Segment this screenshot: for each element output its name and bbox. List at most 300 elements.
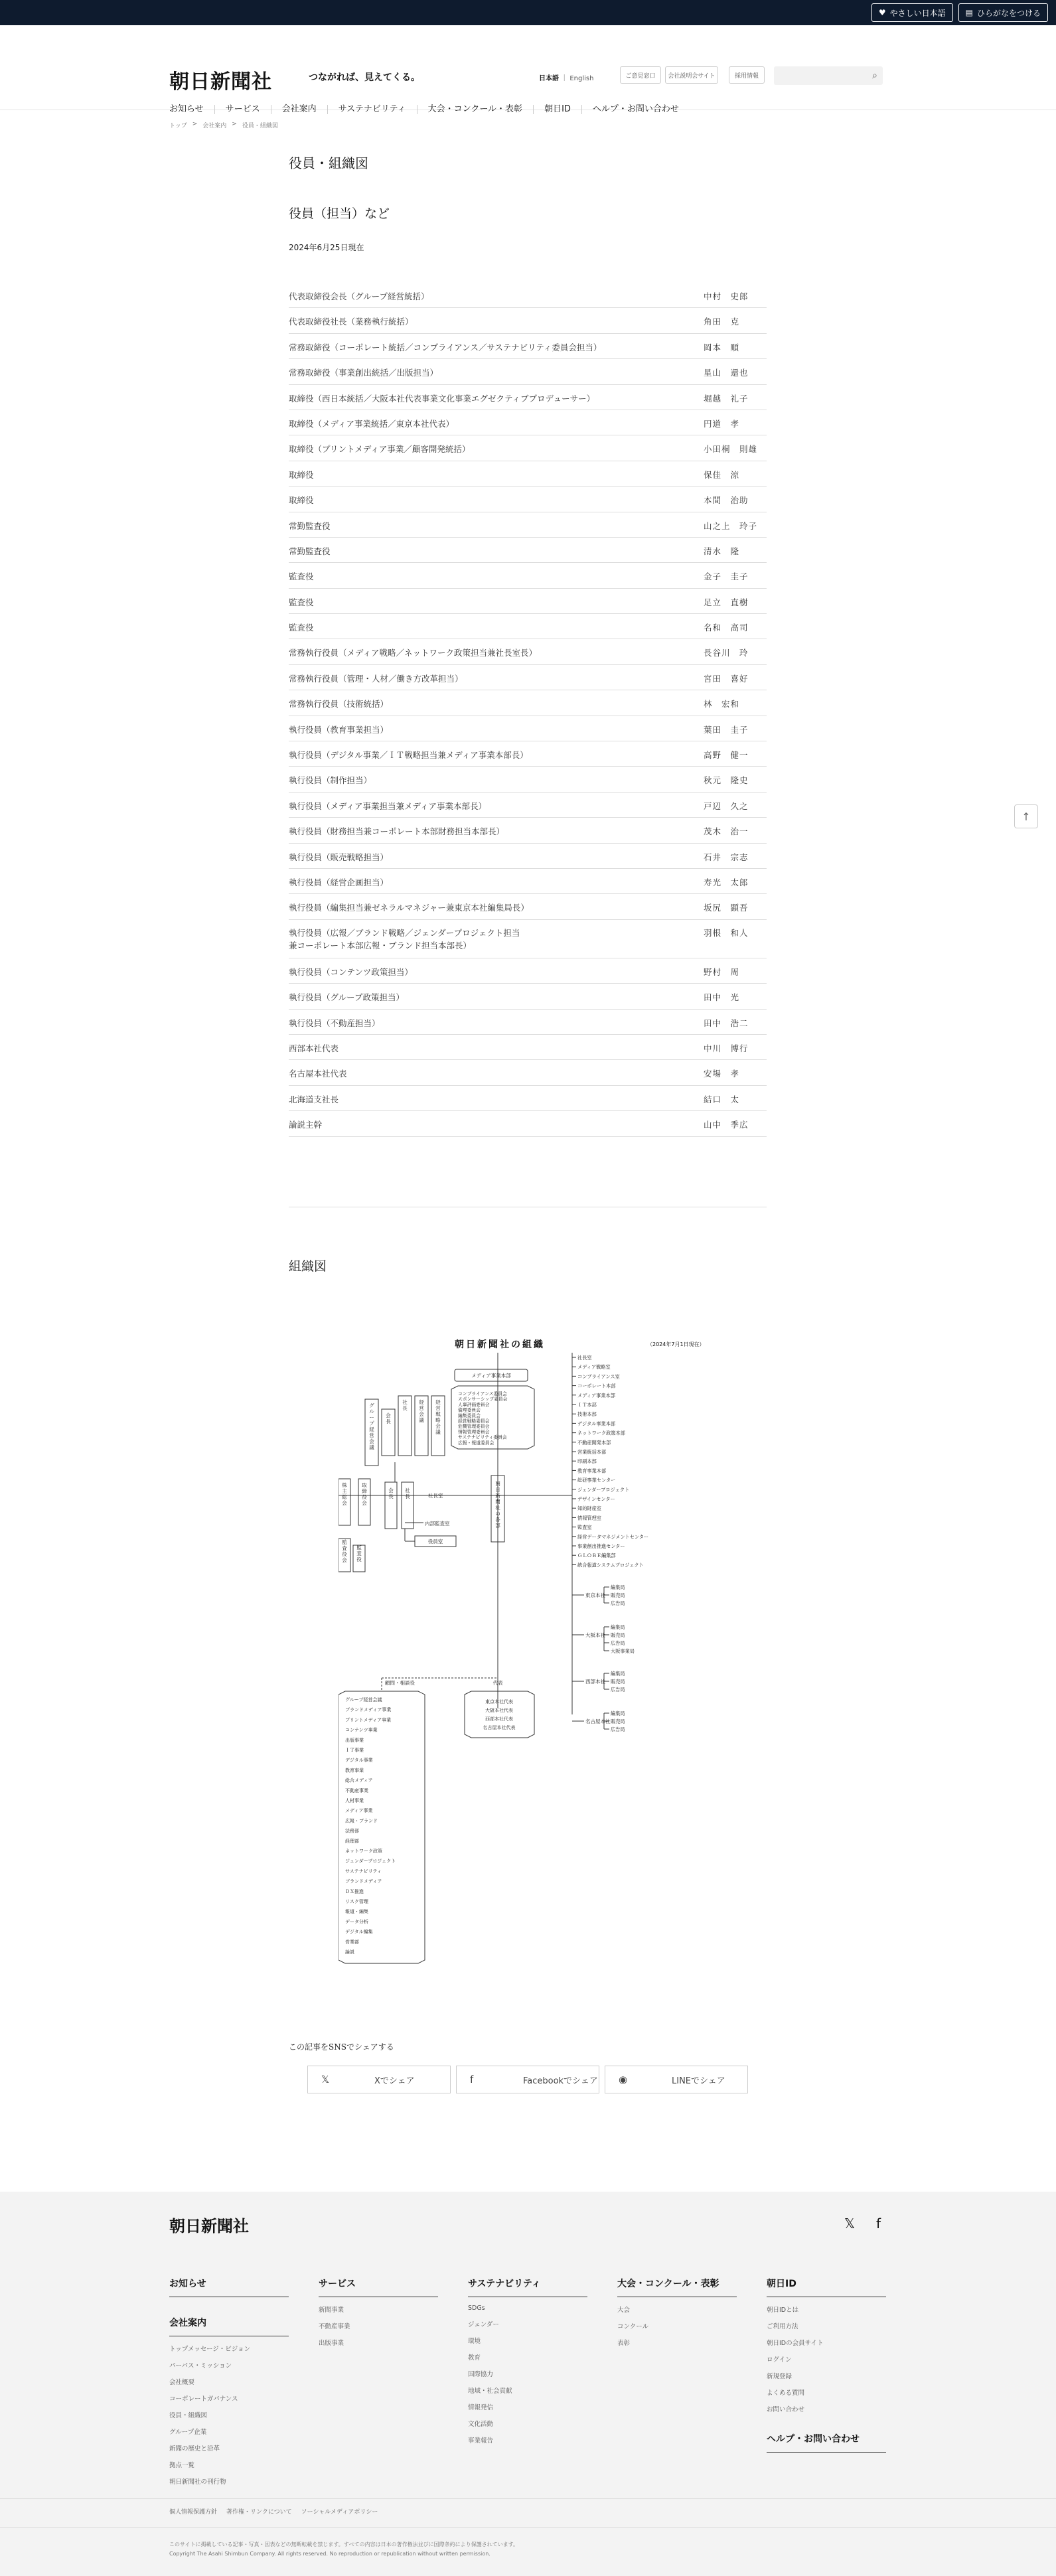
- officer-name: 足立 直樹: [704, 597, 749, 607]
- org-box-label: 会: [342, 1557, 347, 1563]
- org-box-label: 取: [362, 1482, 367, 1488]
- officer-title: 常務取締役（事業創出統括／出版担当）: [289, 368, 439, 378]
- org-box-label: 長: [386, 1418, 391, 1424]
- footer-link[interactable]: 国際協力: [468, 2371, 494, 2378]
- org-committee-label: 人事評価委員会: [458, 1402, 490, 1408]
- officer-title: 取締役: [289, 469, 314, 480]
- search-box: [774, 66, 883, 85]
- org-group-label: 人材事業: [345, 1798, 364, 1803]
- officer-title: 執行役員（デジタル事業／ＩＴ戦略担当兼メディア事業本部長）: [289, 750, 528, 761]
- officer-name: 宮田 喜好: [704, 673, 749, 684]
- footer-heading-company[interactable]: 会社案内: [169, 2316, 289, 2336]
- footer-link[interactable]: 地域・社会貢献: [468, 2387, 512, 2395]
- footer-link[interactable]: 環境: [468, 2338, 481, 2345]
- footer-link[interactable]: 役員・組織図: [169, 2412, 208, 2419]
- officer-name: 山之上 玲子: [704, 520, 758, 531]
- org-box-label: 日: [495, 1487, 500, 1493]
- lang-en-link[interactable]: English: [569, 75, 594, 82]
- officer-row: [289, 767, 767, 792]
- org-committee-label: 経営戦略委員会: [458, 1418, 490, 1424]
- org-office-label: 内部監査室: [425, 1521, 450, 1527]
- org-rep-item: 名古屋本社代表: [483, 1725, 516, 1730]
- org-box-label: 会: [369, 1438, 374, 1444]
- officer-name: 円道 孝: [704, 418, 740, 429]
- footer-link[interactable]: 会社概要: [169, 2379, 195, 2386]
- officer-name: 中村 史郎: [704, 291, 749, 301]
- officer-name: 葉田 圭子: [704, 724, 749, 735]
- search-input[interactable]: [779, 69, 859, 82]
- officer-row: [289, 308, 767, 333]
- officer-name: 堀越 礼子: [704, 393, 749, 404]
- org-box-label: 会: [435, 1423, 441, 1429]
- footer-heading-news[interactable]: お知らせ: [169, 2277, 289, 2297]
- officer-row: [289, 920, 767, 958]
- officer-row: [289, 1060, 767, 1085]
- org-committee-label: コンプライアンス委員会: [458, 1391, 507, 1397]
- org-box-label: 経: [419, 1399, 424, 1405]
- officer-title: 常務執行役員（技術統括）: [289, 699, 389, 710]
- officer-title: 論説主幹: [289, 1120, 323, 1130]
- officers-heading: 役員（担当）など: [289, 206, 390, 221]
- org-box-label: 役: [362, 1494, 367, 1500]
- org-box-label: 役: [356, 1556, 362, 1562]
- org-branch-dept: 販売局: [611, 1592, 625, 1598]
- global-nav: [169, 105, 690, 114]
- org-box-label: 戦: [435, 1411, 441, 1417]
- breadcrumb-sep: >: [232, 121, 237, 127]
- org-dept-label: 営業統括本部: [577, 1449, 607, 1455]
- org-box-label: 議: [435, 1429, 441, 1435]
- org-group-label: デジタル事業: [345, 1758, 373, 1764]
- officer-name: 田中 光: [704, 992, 740, 1003]
- org-branch-dept: 広告局: [611, 1687, 625, 1693]
- org-advisor-label: 顧問・相談役: [385, 1680, 415, 1686]
- footer-logo[interactable]: 朝日新聞社: [169, 2216, 249, 2235]
- org-box-label: 役員室: [427, 1539, 443, 1545]
- org-group-label: 不動産事業: [345, 1787, 368, 1793]
- org-branch-dept: 販売局: [611, 1632, 625, 1638]
- org-dept-label: 情報管理室: [577, 1515, 601, 1521]
- footer-heading-asahi-id[interactable]: 朝日ID: [767, 2277, 886, 2297]
- org-dept-label: 印刷本部: [577, 1458, 597, 1465]
- officer-name: 小田桐 則雄: [704, 444, 758, 455]
- officer-row: [289, 639, 767, 664]
- org-rep-label: 代表: [492, 1680, 503, 1686]
- org-box-label: 査: [342, 1545, 347, 1551]
- top-utility-bar: [0, 0, 1056, 25]
- org-group-label: グループ経営会議: [345, 1697, 382, 1703]
- officer-name: 秋元 隆史: [704, 775, 749, 786]
- officer-row: [289, 793, 767, 818]
- org-group-label: ブランドメディア: [345, 1878, 382, 1884]
- nav-sustainability[interactable]: サステナビリティ: [327, 105, 417, 114]
- org-committee-label: 情報管理委員会: [458, 1429, 490, 1435]
- org-dept-label: デザインセンター: [577, 1496, 615, 1502]
- officer-name: 中川 博行: [704, 1043, 749, 1053]
- officer-table: [289, 283, 767, 1137]
- officer-row: [289, 1010, 767, 1035]
- org-dept-label: 不動産開発本部: [577, 1439, 611, 1446]
- org-box-label: 営: [419, 1405, 424, 1411]
- recruit-button[interactable]: 採用情報: [729, 66, 765, 84]
- footer-link[interactable]: 出版事業: [319, 2340, 344, 2347]
- org-chart: [339, 1333, 710, 1983]
- officer-row: [289, 435, 767, 461]
- org-box-label: プ: [369, 1420, 374, 1426]
- org-committee-label: スポンサーシップ委員会: [458, 1397, 508, 1402]
- org-dept-label: 教育事業本部: [577, 1468, 607, 1474]
- share-line-button[interactable]: ◉ LINEでシェア: [605, 2066, 748, 2093]
- officer-name: 寿光 太郎: [704, 877, 749, 887]
- footer-link[interactable]: SDGs: [468, 2305, 485, 2312]
- footer-link[interactable]: お問い合わせ: [767, 2406, 805, 2413]
- footer-link[interactable]: 朝日新聞社の刊行物: [169, 2478, 226, 2486]
- org-group-label: 営業部: [345, 1939, 359, 1945]
- breadcrumb-company[interactable]: 会社案内: [202, 123, 227, 129]
- footer-link[interactable]: 新聞事業: [319, 2307, 344, 2314]
- footer-heading-services[interactable]: サービス: [319, 2277, 438, 2297]
- main-content: [289, 153, 767, 1137]
- officer-title: 執行役員（グループ政策担当）: [289, 992, 405, 1003]
- org-dept-label: コンプライアンス室: [577, 1373, 620, 1380]
- officer-row: [289, 716, 767, 741]
- org-branch-dept: 広告局: [611, 1640, 625, 1646]
- org-office-label: 社長室: [428, 1493, 443, 1499]
- org-dept-label: ＧＬＯＢＥ編集部: [577, 1553, 616, 1559]
- nav-news[interactable]: お知らせ: [169, 104, 204, 114]
- org-box-label: 会: [342, 1500, 347, 1506]
- officer-name: 林 宏和: [704, 699, 740, 710]
- org-box-label: 営: [369, 1432, 374, 1438]
- officer-row: [289, 1111, 767, 1136]
- nav-events[interactable]: 大会・コンクール・表彰: [417, 105, 533, 114]
- officer-title: 執行役員（コンテンツ政策担当）: [289, 966, 413, 977]
- footer-heading-help[interactable]: ヘルプ・お問い合わせ: [767, 2432, 886, 2453]
- officer-title: 代表取締役会長（グループ経営統括）: [289, 291, 429, 301]
- officer-title: 執行役員（メディア事業担当兼メディア事業本部長）: [289, 800, 487, 811]
- org-box-label: の: [495, 1511, 500, 1517]
- breadcrumb-top[interactable]: トップ: [169, 123, 187, 129]
- footer-divider: [0, 2498, 1056, 2499]
- officer-name: 角田 克: [704, 317, 740, 327]
- org-branch-label: 西部本社: [585, 1679, 605, 1685]
- org-dept-label: ＩＴ本部: [577, 1402, 597, 1408]
- company-briefing-button[interactable]: 会社説明会サイト: [665, 66, 718, 84]
- org-box-label: 総: [342, 1494, 347, 1500]
- site-header: [0, 25, 1056, 114]
- social-policy-link[interactable]: ソーシャルメディアポリシー: [301, 2509, 378, 2516]
- org-box-label: 長: [405, 1493, 410, 1499]
- footer-link[interactable]: 朝日IDの会員サイト: [767, 2340, 824, 2347]
- officer-row: [289, 818, 767, 843]
- org-group-label: プリントメディア事業: [345, 1717, 392, 1723]
- share-x-button[interactable]: 𝕏 Xでシェア: [307, 2066, 451, 2093]
- footer-link[interactable]: ご利用方法: [767, 2323, 798, 2330]
- org-box: [465, 1691, 534, 1738]
- line-icon: ◉: [619, 2074, 628, 2085]
- footer-link[interactable]: パーパス・ミッション: [169, 2362, 232, 2370]
- officer-name: 安場 孝: [704, 1069, 740, 1079]
- footer-link[interactable]: 大会: [617, 2307, 631, 2314]
- footer-services-links: [319, 2305, 438, 2347]
- officer-row: [289, 538, 767, 563]
- org-dept-label: 事業創出推進センター: [577, 1543, 625, 1549]
- footer-link[interactable]: コンクール: [617, 2323, 649, 2330]
- org-dept-label: 統合報道システムプロジェクト: [577, 1562, 644, 1568]
- officer-name: 保佳 涼: [704, 469, 740, 480]
- officer-row: [289, 690, 767, 716]
- org-branch-dept: 編集局: [611, 1671, 625, 1677]
- officer-row: [289, 1086, 767, 1111]
- feedback-button[interactable]: ご意見窓口: [620, 66, 661, 84]
- org-group-label: リスク管理: [345, 1899, 368, 1904]
- breadcrumb: [169, 121, 278, 129]
- officer-name: 田中 浩二: [704, 1018, 749, 1028]
- footer-link[interactable]: ジェンダー: [468, 2321, 499, 2328]
- org-box-label: 長: [402, 1405, 408, 1411]
- officer-row: [289, 741, 767, 767]
- officer-title: 執行役員（教育事業担当）: [289, 724, 389, 735]
- officer-row: [289, 461, 767, 487]
- org-box-label: 締: [362, 1488, 367, 1494]
- footer-link[interactable]: 新規登録: [767, 2373, 792, 2380]
- footer-col-events: [617, 2277, 737, 2347]
- breadcrumb-current: 役員・組織図: [242, 123, 278, 129]
- org-box-label: ル: [369, 1408, 374, 1414]
- footer-link[interactable]: 表彰: [617, 2340, 631, 2347]
- footer-col-services: [319, 2277, 438, 2347]
- org-branch-label: 大阪本社: [585, 1632, 605, 1638]
- org-box-label: 営: [435, 1405, 441, 1411]
- org-box-label: 役: [342, 1551, 347, 1557]
- org-branch-dept: 編集局: [611, 1624, 625, 1630]
- org-box-label: 株: [342, 1482, 347, 1488]
- org-dept-label: 社長室: [577, 1355, 592, 1361]
- footer-link[interactable]: 朝日IDとは: [767, 2307, 799, 2314]
- org-committee-label: サステナビリティ委員会: [458, 1434, 507, 1440]
- officer-title: 執行役員（編集担当兼ゼネラルマネジャー兼東京本社編集局長）: [289, 903, 529, 913]
- officer-row: [289, 283, 767, 308]
- org-box-label: 査: [356, 1551, 362, 1556]
- officer-row: [289, 984, 767, 1009]
- footer-x-icon[interactable]: 𝕏: [844, 2216, 856, 2232]
- nav-services[interactable]: サービス: [214, 105, 271, 114]
- lang-ja-link[interactable]: 日本語: [539, 75, 559, 82]
- breadcrumb-sep: >: [192, 121, 198, 127]
- org-committee-label: 危機管理委員会: [458, 1424, 490, 1430]
- org-box-label: 部: [495, 1523, 500, 1529]
- officer-name: 本間 治助: [704, 495, 749, 506]
- footer-heading-sustainability[interactable]: サステナビリティ: [468, 2277, 587, 2297]
- org-box-label: ー: [369, 1414, 374, 1420]
- officer-name: 名和 高司: [704, 623, 749, 633]
- org-box-label: 聞: [495, 1499, 500, 1505]
- org-box-label: 略: [435, 1417, 441, 1423]
- org-dept-label: コーポレート本部: [577, 1383, 616, 1389]
- org-branch-dept: 編集局: [611, 1584, 625, 1590]
- officer-name: 岡本 順: [704, 342, 740, 352]
- footer-facebook-icon[interactable]: f: [876, 2216, 881, 2232]
- org-box-label: 社: [402, 1399, 408, 1405]
- org-dept-label: 監査室: [577, 1524, 592, 1531]
- org-box-label: 朝: [495, 1481, 500, 1487]
- language-switch: 日本語 ｜ English: [539, 75, 594, 82]
- org-branch-dept: 広告局: [611, 1600, 625, 1606]
- officer-title: 取締役（プリントメディア事業／顧客開発統括）: [289, 444, 471, 455]
- officer-name: 石井 宗志: [704, 852, 749, 862]
- officer-name: 星山 還也: [704, 368, 749, 378]
- officer-row: [289, 589, 767, 614]
- officer-row: [289, 1035, 767, 1060]
- officer-name: 戸辺 久之: [704, 800, 749, 811]
- org-branch-label: 東京本社: [585, 1592, 605, 1598]
- org-box-label: 会: [362, 1500, 367, 1506]
- officer-title: 常勤監査役: [289, 520, 331, 531]
- org-rep-item: 西部本社代表: [485, 1716, 513, 1722]
- footer-link[interactable]: よくある質問: [767, 2389, 805, 2397]
- org-group-label: コンテンツ事業: [345, 1727, 378, 1733]
- officer-title: 常務取締役（コーポレート統括／コンプライアンス／サステナビリティ委員会担当）: [289, 342, 602, 352]
- copyright-text: このサイトに掲載している記事・写真・図表などの無断転載を禁じます。すべての内容は日本の著作権法並びに国際条約により保護されています。 Copyright The Asahi Shimbun Company. All rights reserved. No reproduction or republication without written permission.: [169, 2541, 518, 2557]
- officer-row: [289, 869, 767, 894]
- site-footer: [0, 2192, 1056, 2576]
- footer-heading-events[interactable]: 大会・コンクール・表彰: [617, 2277, 737, 2297]
- footer-link[interactable]: 教育: [468, 2354, 481, 2362]
- share-facebook-button[interactable]: f Facebookでシェア: [456, 2066, 599, 2093]
- officer-name: 高野 健一: [704, 750, 749, 761]
- org-group-label: ＩＴ事業: [345, 1748, 364, 1753]
- org-group-label: 出版事業: [345, 1737, 364, 1743]
- org-group-label: ジェンダープロジェクト: [345, 1858, 396, 1864]
- org-rep-item: 東京本社代表: [485, 1699, 513, 1705]
- org-dept-label: 知的財産室: [577, 1505, 601, 1512]
- org-box-label: 新: [495, 1493, 500, 1499]
- org-box-label: 会: [388, 1487, 394, 1493]
- officer-row: [289, 894, 767, 919]
- nav-help[interactable]: ヘルプ・お問い合わせ: [581, 105, 690, 114]
- page-title: 役員・組織図: [289, 155, 368, 171]
- footer-col-news: [169, 2277, 289, 2486]
- org-group-label: デジタル編集: [345, 1929, 373, 1935]
- as-of-date: 2024年6月25日現在: [289, 243, 364, 252]
- footer-link[interactable]: 事業報告: [468, 2437, 494, 2445]
- officer-row: [289, 487, 767, 512]
- org-rep-item: 大阪本社代表: [485, 1708, 513, 1713]
- org-box-label: 議: [419, 1417, 424, 1423]
- facebook-icon: f: [470, 2074, 474, 2085]
- officer-row: [289, 844, 767, 869]
- org-dept-label: 総研事業センター: [577, 1477, 616, 1483]
- furigana-button[interactable]: ▤ ひらがなをつける: [958, 3, 1048, 22]
- org-box-label: 経: [435, 1399, 441, 1405]
- arrow-up-icon: ↑: [1021, 810, 1031, 823]
- officer-name: 結口 太: [704, 1094, 740, 1104]
- org-box-label: メディア事業本部: [471, 1373, 511, 1379]
- officer-name: 羽根 和人: [704, 927, 749, 938]
- officer-title: 執行役員（販売戦略担当）: [289, 852, 389, 862]
- search-icon[interactable]: ⌕: [872, 70, 877, 81]
- officer-name: 金子 圭子: [704, 571, 749, 582]
- org-group-label: ＤＸ推進: [345, 1888, 364, 1894]
- org-chart-title: 朝日新聞社の組織: [455, 1339, 545, 1350]
- officer-title: 常務執行役員（管理・人材／働き方改革担当）: [289, 673, 463, 684]
- officer-name: 山中 季広: [704, 1120, 749, 1130]
- org-branch-dept: 広告局: [611, 1726, 625, 1732]
- org-committee-label: 広報・報道委員会: [458, 1440, 494, 1446]
- footer-company-links: [169, 2344, 289, 2486]
- officer-name: 長谷川 玲: [704, 648, 749, 658]
- officer-row: [289, 359, 767, 384]
- site-tagline: つながれば、見えてくる。: [309, 72, 420, 83]
- org-box-label: 社: [495, 1505, 500, 1511]
- footer-link[interactable]: コーポレートガバナンス: [169, 2395, 238, 2403]
- officer-name: 茂木 治一: [704, 826, 749, 837]
- nav-asahi-id[interactable]: 朝日ID: [533, 105, 581, 114]
- org-branch-label: 名古屋本社: [585, 1718, 611, 1724]
- easy-japanese-button[interactable]: ♥ やさしい日本語: [871, 3, 953, 22]
- org-group-label: 法務部: [345, 1828, 359, 1834]
- org-group-label: ネットワーク政策: [345, 1849, 382, 1854]
- officer-title: 執行役員（制作担当）: [289, 775, 372, 786]
- officer-title: 代表取締役社長（業務執行統括）: [289, 317, 414, 327]
- footer-link[interactable]: 文化活動: [468, 2421, 494, 2428]
- officer-name: 坂尻 顕吾: [704, 903, 749, 913]
- org-dept-label: ネットワーク政策本部: [577, 1430, 625, 1436]
- copyright-link[interactable]: 著作権・リンクについて: [226, 2509, 292, 2516]
- org-group-label: 論説: [345, 1949, 354, 1955]
- org-box-label: 会: [419, 1411, 424, 1417]
- org-dept-label: デジタル事業本部: [577, 1420, 616, 1427]
- org-group-label: 総合メディア: [345, 1778, 373, 1783]
- org-box-label: 監: [342, 1539, 347, 1545]
- officer-row: [289, 410, 767, 435]
- heart-icon: ♥: [878, 8, 886, 17]
- officer-row: [289, 614, 767, 639]
- org-dept-label: 経営データマネジメントセンター: [577, 1533, 649, 1540]
- officer-title: 監査役: [289, 571, 314, 582]
- org-box-label: 経: [369, 1426, 374, 1432]
- officer-name: 野村 周: [704, 966, 740, 977]
- footer-link[interactable]: ログイン: [767, 2356, 792, 2364]
- footer-link[interactable]: 情報発信: [468, 2404, 494, 2411]
- org-box-label: 会: [386, 1412, 391, 1418]
- org-box-label: 社: [405, 1487, 410, 1493]
- footer-link[interactable]: 不動産事業: [319, 2323, 350, 2330]
- footer-link[interactable]: グループ企業: [169, 2429, 207, 2436]
- officer-row: [289, 512, 767, 538]
- org-group-label: 広報・ブランド: [345, 1818, 378, 1824]
- footer-link[interactable]: 拠点一覧: [169, 2462, 195, 2469]
- org-group-label: ブランドメディア事業: [345, 1707, 392, 1713]
- org-committee-label: 編集委員会: [458, 1412, 481, 1418]
- site-logo[interactable]: 朝日新聞社: [169, 70, 272, 94]
- nav-company[interactable]: 会社案内: [271, 105, 327, 114]
- officer-title: 取締役: [289, 495, 314, 506]
- org-chart-date: （2024年7月1日現在）: [647, 1341, 705, 1347]
- org-box-label: 長: [388, 1493, 394, 1499]
- officer-row: [289, 563, 767, 588]
- privacy-link[interactable]: 個人情報保護方針: [169, 2509, 218, 2516]
- footer-link[interactable]: 新聞の歴史と沿革: [169, 2445, 220, 2453]
- back-to-top-button[interactable]: [1014, 804, 1038, 828]
- org-dept-label: メディア事業本部: [577, 1392, 615, 1399]
- officer-title: 取締役（メディア事業統括／東京本社代表）: [289, 418, 455, 429]
- footer-col-sustainability: [468, 2277, 587, 2445]
- org-dept-label: ジェンダープロジェクト: [577, 1486, 630, 1493]
- officer-title: 北海道支社長: [289, 1094, 339, 1104]
- org-branch-dept: 販売局: [611, 1718, 625, 1724]
- footer-link[interactable]: トップメッセージ・ビジョン: [169, 2346, 251, 2353]
